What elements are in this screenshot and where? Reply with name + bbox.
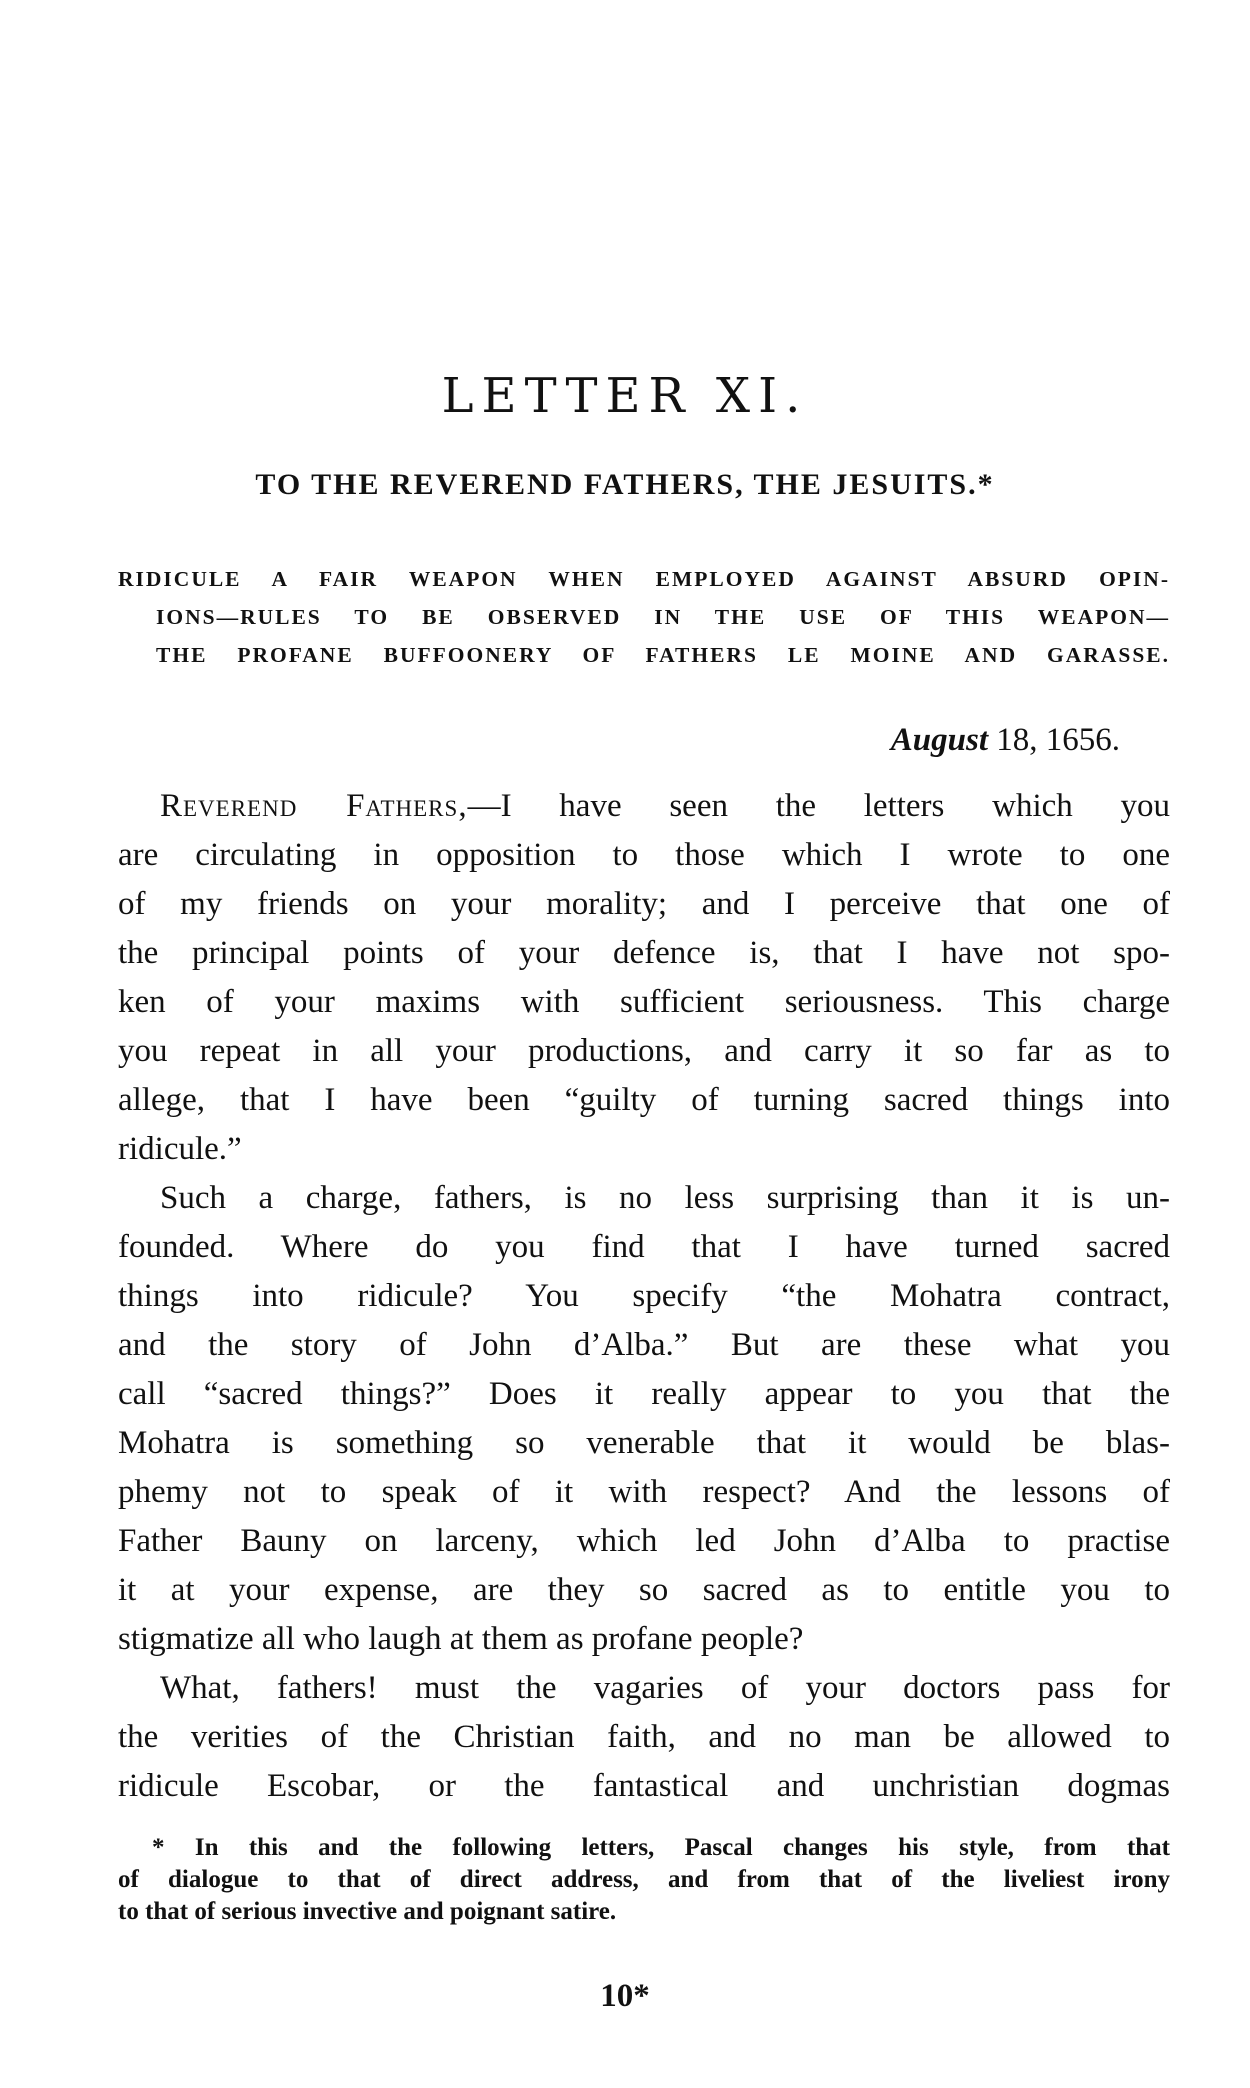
body-line-text: —I have seen the letters which you [467,788,1170,824]
page-number: 10* [600,1978,650,2014]
summary-line: THE PROFANE BUFFOONERY OF FATHERS LE MOINE AND GARASSE. [156,643,1170,667]
body-line: Mohatra is something so venerable that it would be blas- [118,1425,1170,1461]
body-line: ridicule Escobar, or the fantastical and unchristian dogmas [118,1768,1170,1804]
body-line: are circulating in opposition to those which I wrote to one [118,837,1170,873]
body-line: ken of your maxims with sufficient seriousness. This charge [118,984,1170,1020]
footnote-line: to that of serious invective and poignant satire. [118,1898,617,1925]
letter-title: LETTER XI. [441,368,809,424]
body-line: Father Bauny on larceny, which led John d’Alba to practise [118,1523,1170,1559]
footnote-line: of dialogue to that of direct address, and from that of the liveliest irony [118,1866,1170,1893]
dateline [891,722,1120,759]
body-line [118,782,1170,831]
footnote [118,1832,1170,1928]
body-line: you repeat in all your productions, and carry it so far as to [118,1033,1170,1069]
body-line: call “sacred things?” Does it really appear to you that the [118,1376,1170,1412]
letter-body [118,782,1170,1811]
body-line: it at your expense, are they so sacred as to entitle you to [118,1572,1170,1608]
date-rest: 18, 1656. [988,722,1120,758]
salutation: Reverend Fathers, [160,788,468,824]
body-line: allege, that I have been “guilty of turning sacred things into [118,1082,1170,1118]
body-line: the verities of the Christian faith, and no man be allowed to [118,1719,1170,1755]
body-line: and the story of John d’Alba.” But are these what you [118,1327,1170,1363]
body-line: Such a charge, fathers, is no less surprising than it is un- [160,1180,1170,1216]
body-line: the principal points of your defence is, that I have not spo- [118,935,1170,971]
summary-line: IONS—RULES TO BE OBSERVED IN THE USE OF THIS WEAPON— [156,605,1170,629]
body-line: What, fathers! must the vagaries of your doctors pass for [160,1670,1170,1706]
chapter-summary [118,560,1170,674]
body-line: phemy not to speak of it with respect? And the lessons of [118,1474,1170,1510]
body-line: ridicule.” [118,1131,242,1167]
date-month: August [890,722,988,758]
body-line: of my friends on your morality; and I perceive that one of [118,886,1170,922]
summary-line: RIDICULE A FAIR WEAPON WHEN EMPLOYED AGAINST ABSURD OPIN- [118,567,1170,591]
body-line: founded. Where do you find that I have turned sacred [118,1229,1170,1265]
body-line: things into ridicule? You specify “the Mohatra contract, [118,1278,1170,1314]
footnote-line: * In this and the following letters, Pascal changes his style, from that [152,1834,1170,1861]
letter-address: TO THE REVEREND FATHERS, THE JESUITS.* [255,468,995,501]
body-line: stigmatize all who laugh at them as profane people? [118,1621,804,1657]
